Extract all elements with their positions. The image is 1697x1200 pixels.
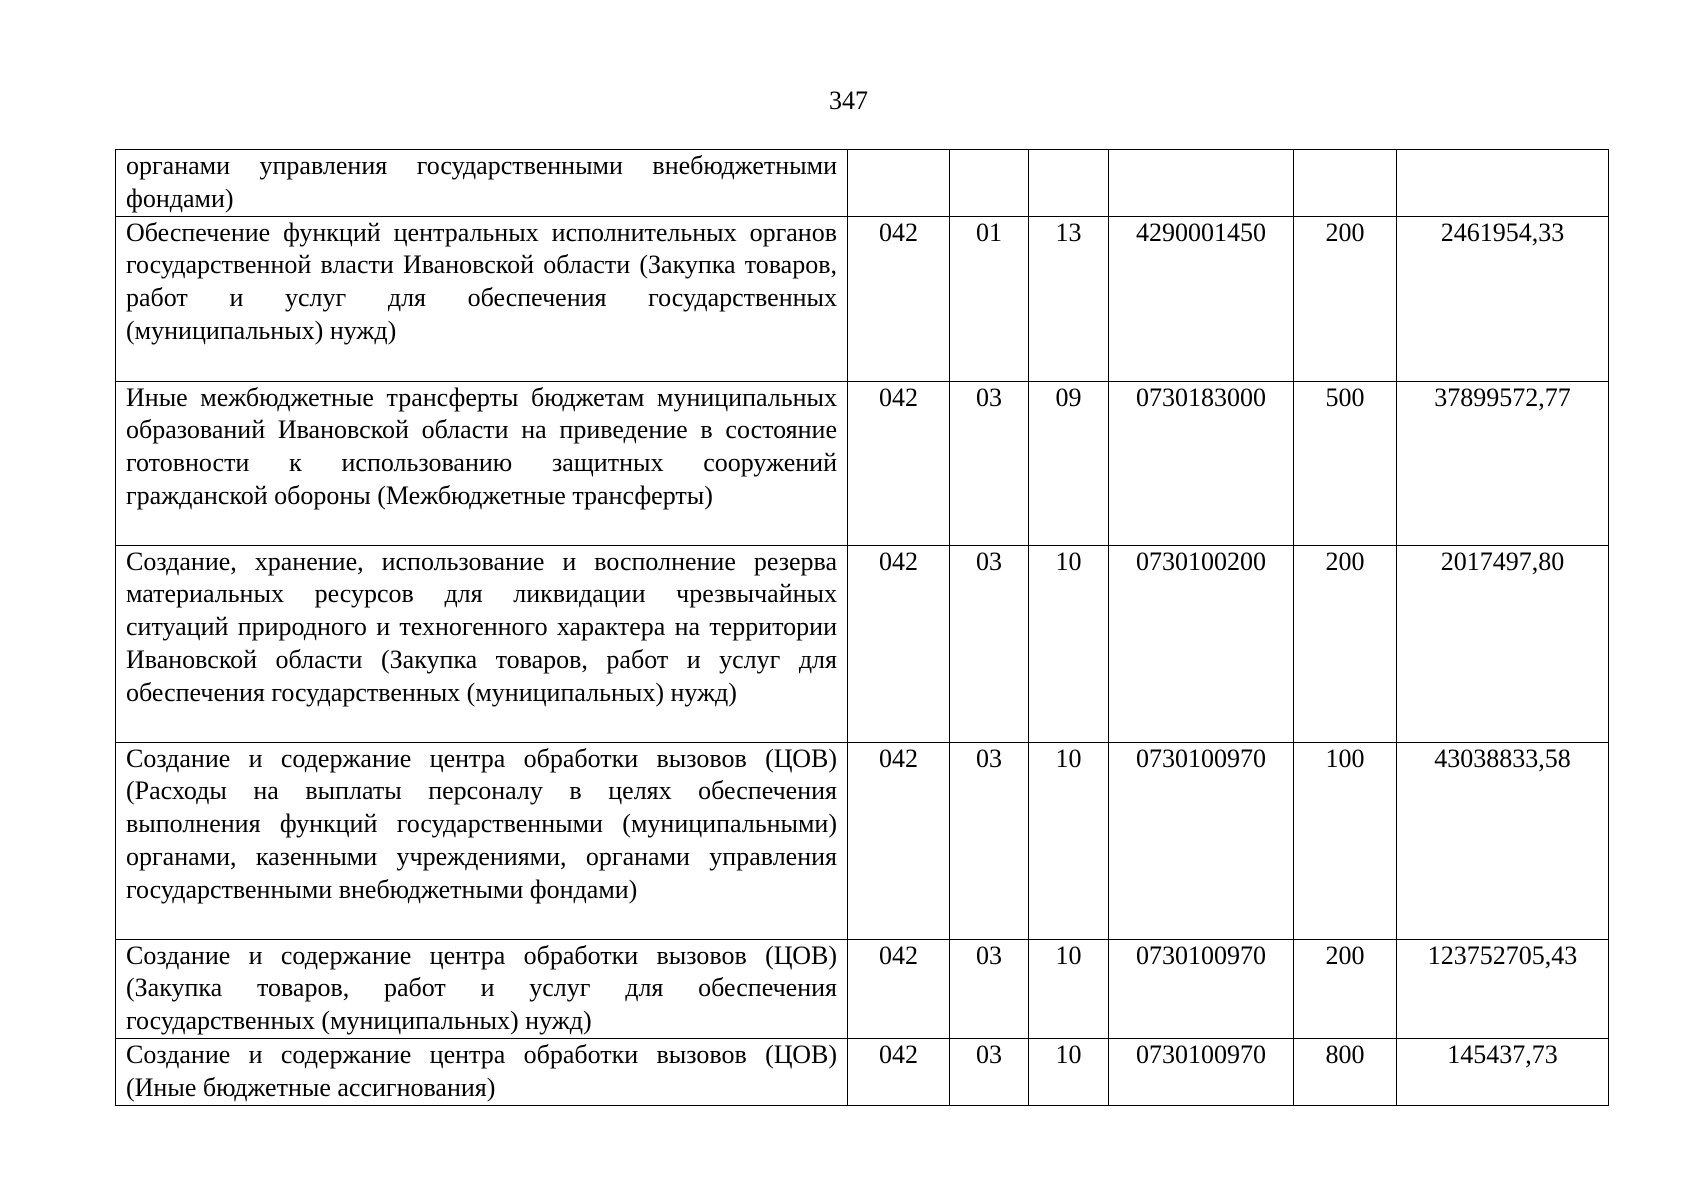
row-subsection-code: 10 xyxy=(1029,545,1109,742)
table-row xyxy=(116,939,1609,1038)
row-expense-type xyxy=(1294,150,1397,217)
table-row xyxy=(116,216,1609,381)
table-row xyxy=(116,1038,1609,1105)
row-section-code: 03 xyxy=(950,742,1029,939)
row-expense-type: 200 xyxy=(1294,545,1397,742)
page-number: 347 xyxy=(829,86,868,115)
row-target-code: 0730100970 xyxy=(1109,939,1294,1038)
row-expense-type: 200 xyxy=(1294,939,1397,1038)
row-description: Обеспечение функций центральных исполнительных органов государственной власти Ивановской области (Закупка товаров, работ и услуг для обеспечения государственных (муниципальных) нужд) xyxy=(116,216,848,381)
row-subsection-code: 10 xyxy=(1029,742,1109,939)
row-target-code: 0730100200 xyxy=(1109,545,1294,742)
row-amount xyxy=(1397,150,1609,217)
row-expense-type: 200 xyxy=(1294,216,1397,381)
row-admin-code: 042 xyxy=(848,381,950,545)
row-amount: 2017497,80 xyxy=(1397,545,1609,742)
row-section-code: 03 xyxy=(950,381,1029,545)
row-amount: 37899572,77 xyxy=(1397,381,1609,545)
row-expense-type: 100 xyxy=(1294,742,1397,939)
row-admin-code xyxy=(848,150,950,217)
row-subsection-code: 10 xyxy=(1029,1038,1109,1105)
row-subsection-code: 13 xyxy=(1029,216,1109,381)
row-admin-code: 042 xyxy=(848,742,950,939)
row-expense-type: 800 xyxy=(1294,1038,1397,1105)
row-target-code xyxy=(1109,150,1294,217)
row-subsection-code: 10 xyxy=(1029,939,1109,1038)
row-subsection-code xyxy=(1029,150,1109,217)
row-section-code: 01 xyxy=(950,216,1029,381)
row-description: Создание и содержание центра обработки вызовов (ЦОВ) (Закупка товаров, работ и услуг для обеспечения государственных (муниципальных) нужд) xyxy=(116,939,848,1038)
row-target-code: 0730100970 xyxy=(1109,1038,1294,1105)
row-admin-code: 042 xyxy=(848,545,950,742)
row-description: органами управления государственными внебюджетными фондами) xyxy=(116,150,848,217)
row-amount: 43038833,58 xyxy=(1397,742,1609,939)
row-admin-code: 042 xyxy=(848,1038,950,1105)
row-amount: 123752705,43 xyxy=(1397,939,1609,1038)
row-target-code: 0730183000 xyxy=(1109,381,1294,545)
row-admin-code: 042 xyxy=(848,216,950,381)
row-subsection-code: 09 xyxy=(1029,381,1109,545)
row-admin-code: 042 xyxy=(848,939,950,1038)
row-section-code: 03 xyxy=(950,1038,1029,1105)
row-description: Создание и содержание центра обработки вызовов (ЦОВ) (Иные бюджетные ассигнования) xyxy=(116,1038,848,1105)
row-target-code: 4290001450 xyxy=(1109,216,1294,381)
row-section-code: 03 xyxy=(950,939,1029,1038)
table-row xyxy=(116,545,1609,742)
row-description: Иные межбюджетные трансферты бюджетам муниципальных образований Ивановской области на приведение в состояние готовности к использованию защитных сооружений гражданской обороны (Межбюджетные трансферты) xyxy=(116,381,848,545)
row-target-code: 0730100970 xyxy=(1109,742,1294,939)
table-row xyxy=(116,381,1609,545)
table-row xyxy=(116,742,1609,939)
row-amount: 2461954,33 xyxy=(1397,216,1609,381)
row-section-code xyxy=(950,150,1029,217)
table-row xyxy=(116,150,1609,217)
row-description: Создание, хранение, использование и восполнение резерва материальных ресурсов для ликвидации чрезвычайных ситуаций природного и техногенного характера на территории Ивановской области (Закупка товаров, работ и услуг для обеспечения государственных (муниципальных) нужд) xyxy=(116,545,848,742)
row-expense-type: 500 xyxy=(1294,381,1397,545)
row-amount: 145437,73 xyxy=(1397,1038,1609,1105)
row-section-code: 03 xyxy=(950,545,1029,742)
budget-table xyxy=(115,149,1609,1106)
row-description: Создание и содержание центра обработки вызовов (ЦОВ) (Расходы на выплаты персоналу в целях обеспечения выполнения функций государственными (муниципальными) органами, казенными учреждениями, органами управления государственными внебюджетными фондами) xyxy=(116,742,848,939)
